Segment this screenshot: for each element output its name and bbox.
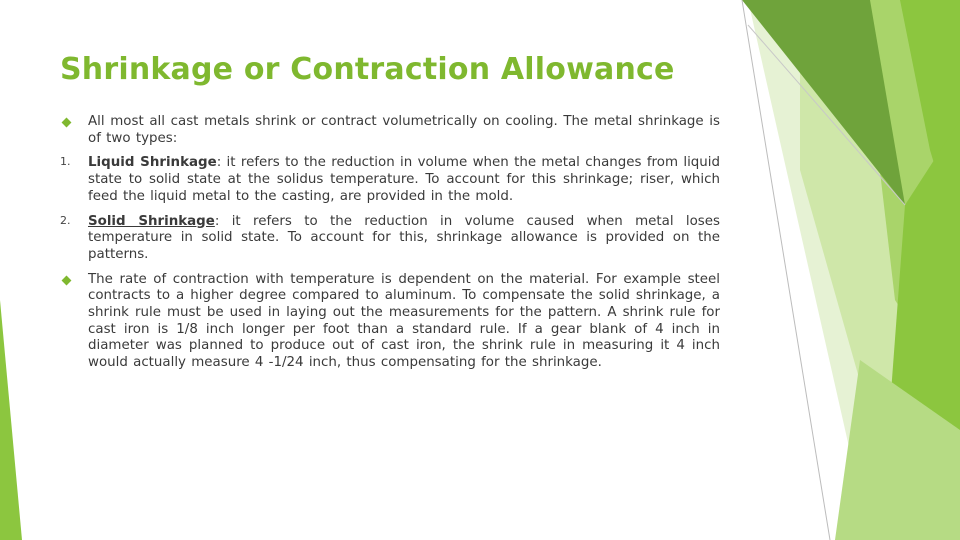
term-solid-shrinkage: Solid Shrinkage xyxy=(88,213,215,229)
item-number: 1. xyxy=(60,155,71,169)
bullet-item xyxy=(60,272,720,372)
item-paragraph xyxy=(88,155,720,205)
left-accent-strip xyxy=(0,300,22,540)
term-liquid-shrinkage: Liquid Shrinkage xyxy=(88,155,217,171)
item-text: : it refers to the reduction in volume caused when metal loses temperature in solid state. To account for this, shrinkage allowance is provided on the patterns. xyxy=(88,213,720,262)
numbered-item-solid-shrinkage xyxy=(60,214,720,264)
slide-content xyxy=(60,114,720,380)
item-paragraph xyxy=(88,214,720,264)
bullet-text: All most all cast metals shrink or contract volumetrically on cooling. The metal shrinkage is of two types: xyxy=(88,114,720,146)
numbered-item-liquid-shrinkage xyxy=(60,155,720,205)
slide-title: Shrinkage or Contraction Allowance xyxy=(60,52,675,87)
item-number: 2. xyxy=(60,213,71,227)
item-text: : it refers to the reduction in volume when the metal changes from liquid state to solid state at the solidus temperature. To account for this shrinkage; riser, which feed the liquid metal to the casting, are provided in the mold. xyxy=(88,155,720,204)
bullet-text: The rate of contraction with temperature is dependent on the material. For example steel contracts to a higher degree compared to aluminum. To compensate the solid shrinkage, a shrink rule must be used in laying out the measurements for the pattern. A shrink rule for cast iron is 1/8 inch longer per foot than a standard rule. If a gear blank of 4 inch in diameter was planned to produce out of cast iron, the shrink rule in measuring it 4 inch would actually measure 4 -1/24 inch, thus compensating for the shrinkage. xyxy=(88,271,720,371)
bullet-item xyxy=(60,114,720,147)
